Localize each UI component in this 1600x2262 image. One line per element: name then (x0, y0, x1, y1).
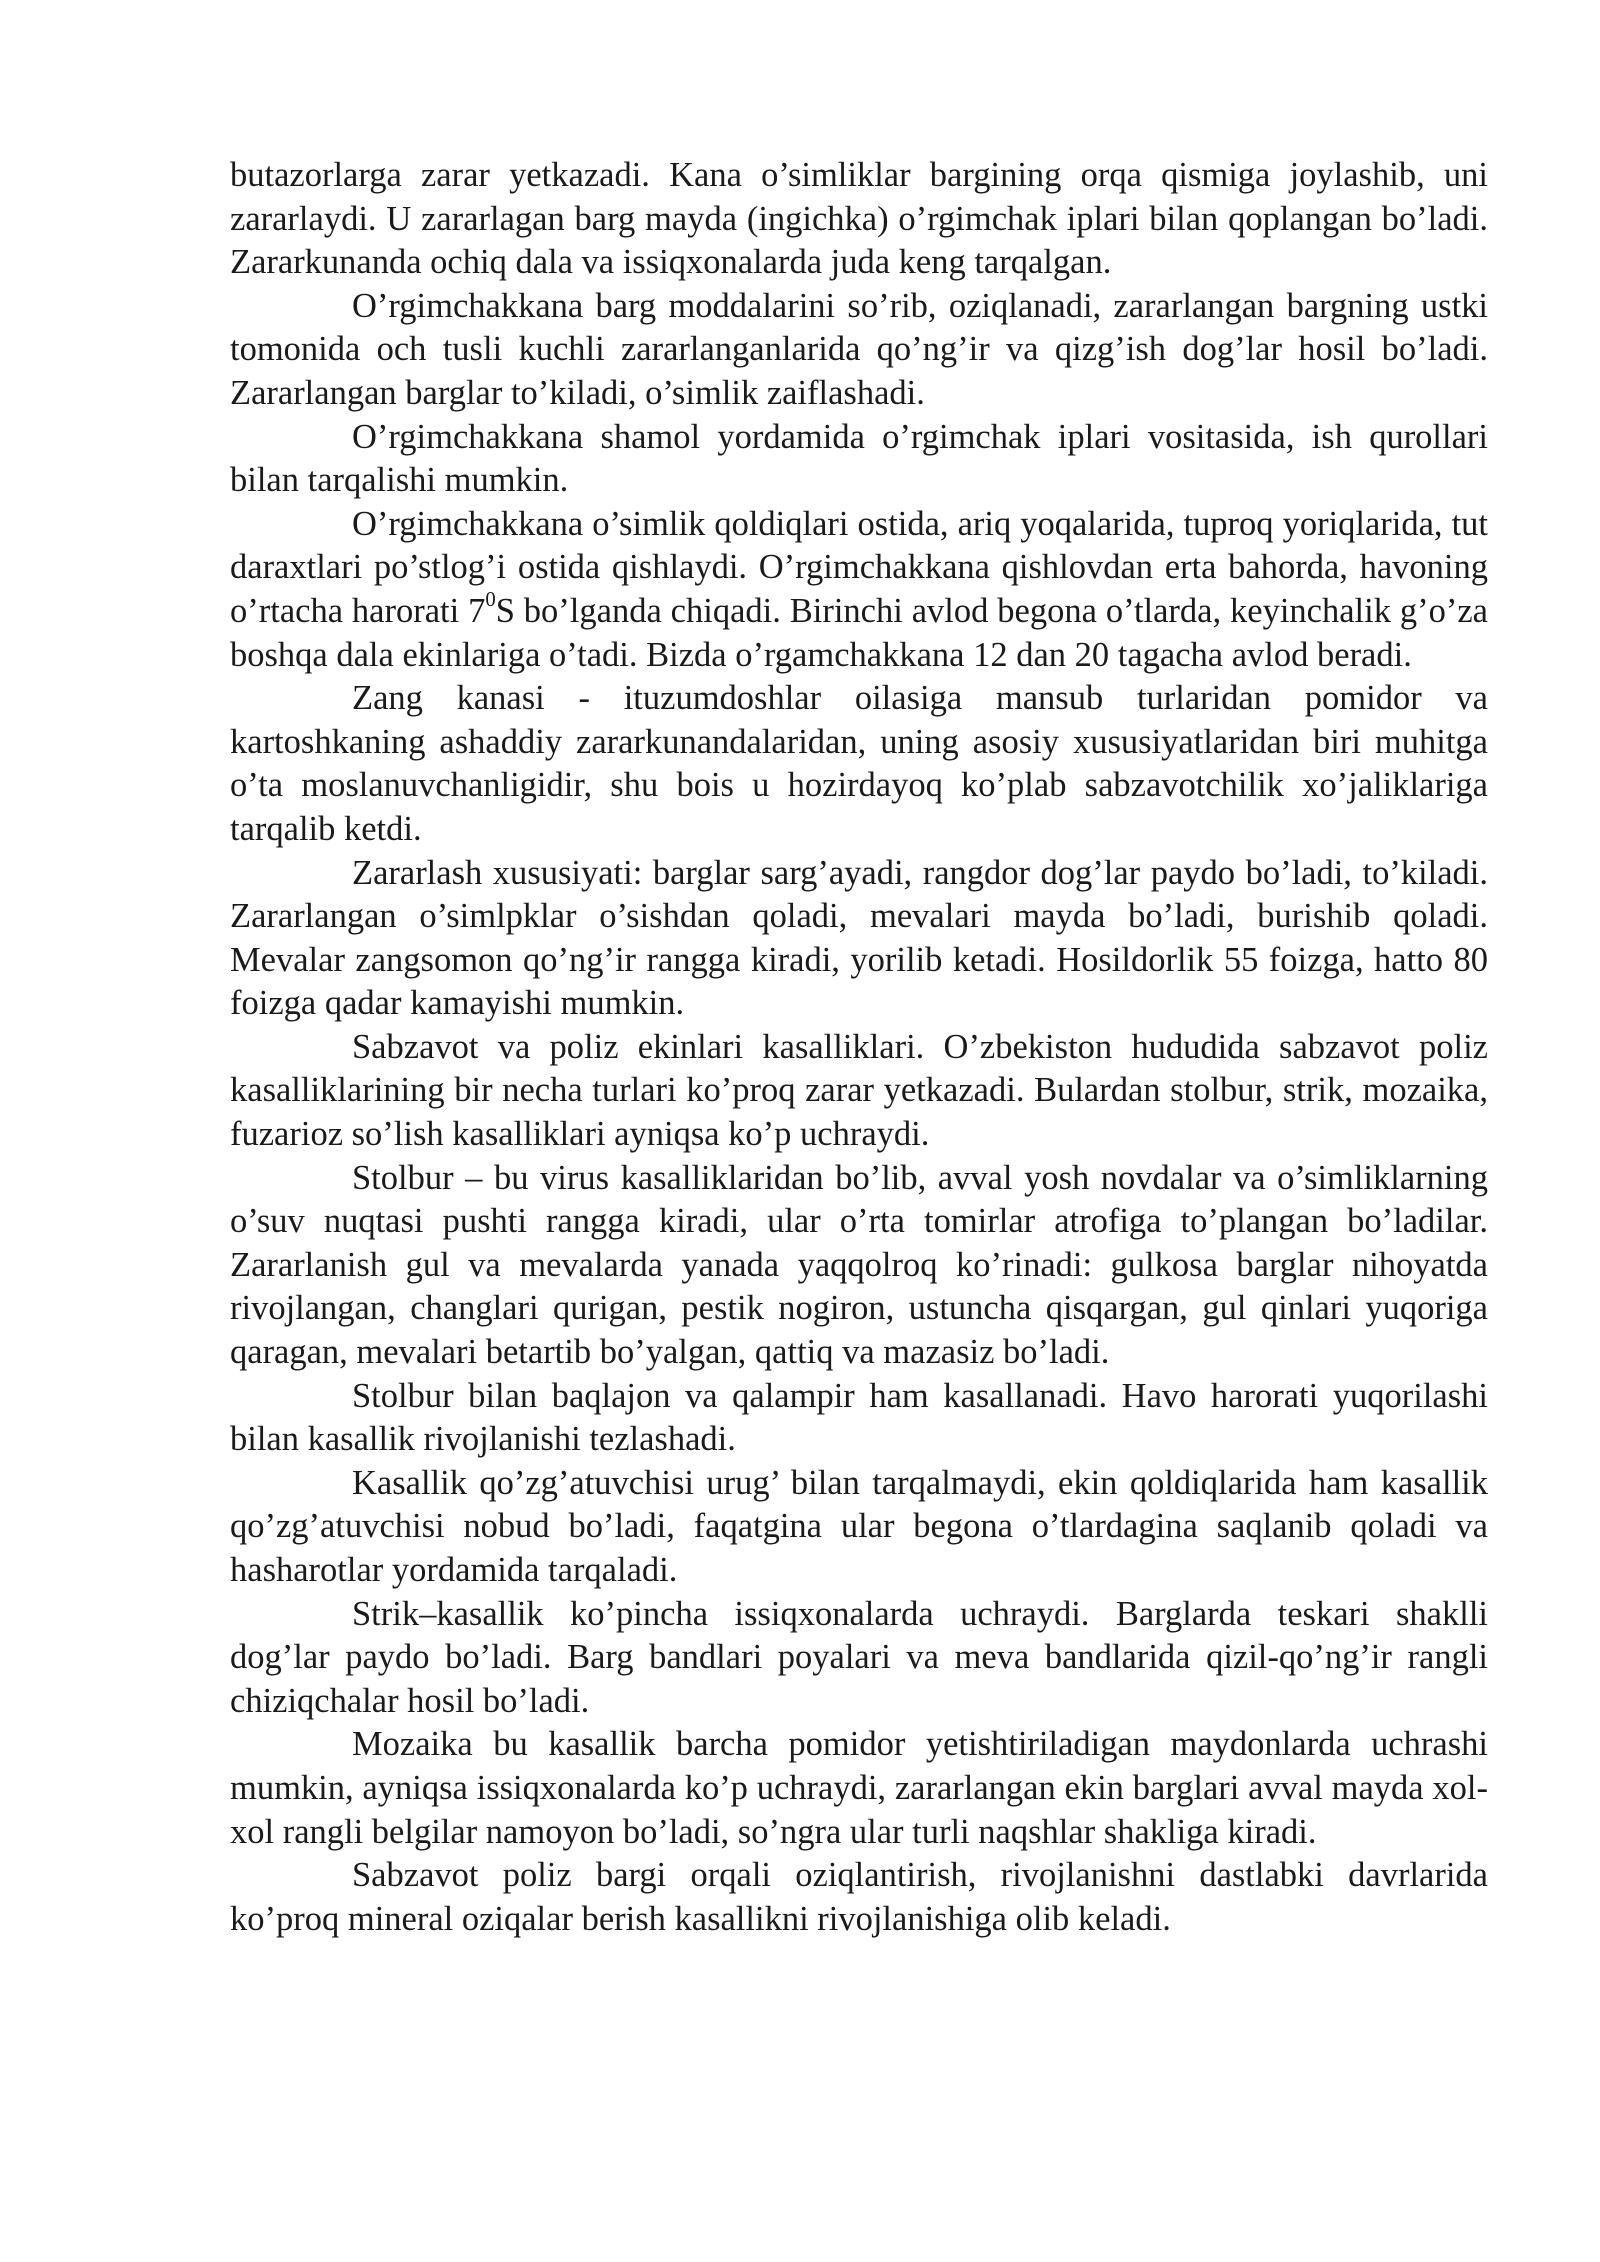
paragraph-spider-mite-spread: O’rgimchakkana shamol yordamida o’rgimchak iplari vositasida, ish qurollari bilan tarqalishi mumkin. (230, 417, 1488, 500)
wintering-text-after: S bo’lganda chiqadi. Birinchi avlod begona o’tlarda, keyinchalik g’o’za boshqa dala ekinlariga o’tadi. Bizda o’rgamchakkana 12 dan 20 tagacha avlod beradi. (230, 591, 1488, 674)
paragraph-damage-features: Zararlash xususiyati: barglar sarg’ayadi, rangdor dog’lar paydo bo’ladi, to’kiladi. Zararlangan o’simlpklar o’sishdan qoladi, mevalari mayda bo’ladi, burishib qoladi. Mevalar zangsomon qo’ng’ir rangga kiradi, yorilib ketadi. Hosildorlik 55 foizga, hatto 80 foizga qadar kamayishi mumkin. (230, 853, 1488, 1023)
paragraph-stolbur: Stolbur – bu virus kasalliklaridan bo’lib, avval yosh novdalar va o’simliklarning o’suv nuqtasi pushti rangga kiradi, ular o’rta tomirlar atrofiga to’plangan bo’ladilar. Zararlanish gul va mevalarda yanada yaqqolroq ko’rinadi: gulkosa barglar nihoyatda rivojlangan, changlari qurigan, pestik nogiron, ustuncha qisqargan, gul qinlari yuqoriga qaragan, mevalari betartib bo’yalgan, qattiq va mazasiz bo’ladi. (230, 1158, 1488, 1372)
paragraph-strik: Strik–kasallik ko’pincha issiqxonalarda uchraydi. Barglarda teskari shaklli dog’lar paydo bo’ladi. Barg bandlari poyalari va meva bandlarida qizil-qo’ng’ir rangli chiziqchalar hosil bo’ladi. (230, 1594, 1488, 1720)
paragraph-spider-mite-wintering (230, 503, 1488, 677)
paragraph-pathogen-transmission: Kasallik qo’zg’atuvchisi urug’ bilan tarqalmaydi, ekin qoldiqlarida ham kasallik qo’zg’atuvchisi nobud bo’ladi, faqatgina ular begona o’tlardagina saqlanib qoladi va hasharotlar yordamida tarqaladi. (230, 1463, 1488, 1589)
paragraph-spider-mite-feeding: O’rgimchakkana barg moddalarini so’rib, oziqlanadi, zararlangan bargning ustki tomonida och tusli kuchli zararlanganlarida qo’ng’ir va qizg’ish dog’lar hosil bo’ladi. Zararlangan barglar to’kiladi, o’simlik zaiflashadi. (230, 286, 1488, 412)
paragraph-rust-mite: Zang kanasi - ituzumdoshlar oilasiga mansub turlaridan pomidor va kartoshkaning ashaddiy zararkunandalaridan, uning asosiy xususiyatlaridan biri muhitga o’ta moslanuvchanligidir, shu bois u hozirdayoq ko’plab sabzavotchilik xo’jaliklariga tarqalib ketdi. (230, 679, 1488, 848)
degree-superscript: 0 (485, 589, 496, 612)
wintering-text-before: O’rgimchakkana o’simlik qoldiqlari ostida, ariq yoqalarida, tuproq yoriqlarida, tut daraxtlari po’stlog’i ostida qishlaydi. O’rgimchakkana qishlovdan erta bahorda, havoning o’rtacha harorati 7 (230, 504, 1488, 630)
paragraph-vegetable-diseases: Sabzavot va poliz ekinlari kasalliklari. O’zbekiston hududida sabzavot poliz kasalliklarining bir necha turlari ko’proq zarar yetkazadi. Bulardan stolbur, strik, mozaika, fuzarioz so’lish kasalliklari ayniqsa ko’p uchraydi. (230, 1027, 1488, 1154)
document-page (230, 154, 1488, 1941)
paragraph-stolbur-hosts: Stolbur bilan baqlajon va qalampir ham kasallanadi. Havo harorati yuqorilashi bilan kasallik rivojlanishi tezlashadi. (230, 1376, 1488, 1459)
paragraph-mosaic: Mozaika bu kasallik barcha pomidor yetishtiriladigan maydonlarda uchrashi mumkin, ayniqsa issiqxonalarda ko’p uchraydi, zararlangan ekin barglari avval mayda xol-xol rangli belgilar namoyon bo’ladi, so’ngra ular turli naqshlar shakliga kiradi. (230, 1725, 1488, 1851)
paragraph-continuation: butazorlarga zarar yetkazadi. Kana o’simliklar bargining orqa qismiga joylashib, uni zararlaydi. U zararlagan barg mayda (ingichka) o’rgimchak iplari bilan qoplangan bo’ladi. Zararkunanda ochiq dala va issiqxonalarda juda keng tarqalgan. (230, 156, 1488, 282)
paragraph-foliar-feeding: Sabzavot poliz bargi orqali oziqlantirish, rivojlanishni dastlabki davrlarida ko’proq mineral oziqalar berish kasallikni rivojlanishiga olib keladi. (230, 1856, 1488, 1938)
